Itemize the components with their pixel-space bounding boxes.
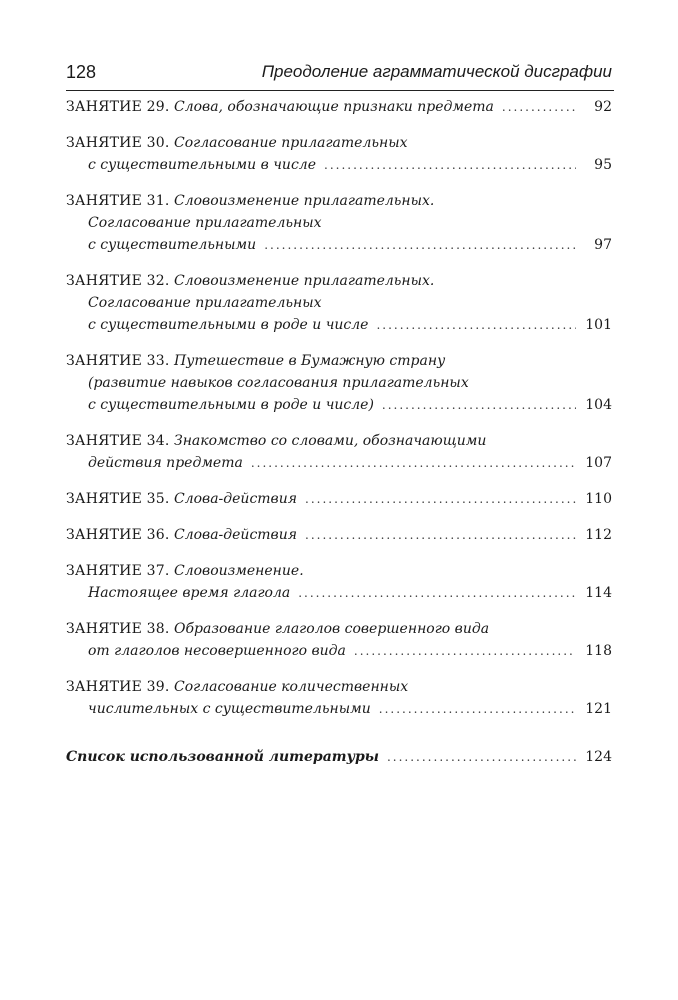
lesson-code: ЗАНЯТИЕ 31. bbox=[66, 193, 170, 209]
bibliography-title: Список использованной литературы bbox=[66, 749, 379, 765]
lesson-title: Словоизменение прилагательных. bbox=[173, 273, 435, 289]
toc-entry bbox=[66, 488, 612, 510]
lesson-title: с существительными в числе bbox=[88, 157, 316, 173]
toc-entry-bibliography bbox=[66, 746, 612, 768]
page-number: 128 bbox=[66, 62, 97, 82]
toc-entry-line bbox=[66, 640, 612, 662]
toc-entry bbox=[66, 676, 612, 720]
toc-entry-line bbox=[66, 452, 612, 474]
toc-entry bbox=[66, 350, 612, 416]
toc-entry-line bbox=[66, 212, 612, 234]
toc-page-number: 107 bbox=[585, 455, 612, 471]
table-of-contents bbox=[66, 96, 612, 782]
toc-entry bbox=[66, 190, 612, 256]
toc-entry-line bbox=[66, 96, 612, 118]
toc-page-number: 112 bbox=[585, 527, 612, 543]
lesson-code: ЗАНЯТИЕ 30. bbox=[66, 135, 170, 151]
toc-entry-line bbox=[66, 234, 612, 256]
toc-entry-line bbox=[66, 698, 612, 720]
lesson-code: ЗАНЯТИЕ 35. bbox=[66, 491, 170, 507]
lesson-title: Словоизменение прилагательных. bbox=[173, 193, 435, 209]
dot-leader bbox=[305, 488, 576, 510]
lesson-title: с существительными в роде и числе bbox=[88, 317, 369, 333]
lesson-title: действия предмета bbox=[88, 455, 243, 471]
toc-entry bbox=[66, 96, 612, 118]
lesson-title: Словоизменение. bbox=[173, 563, 304, 579]
dot-leader bbox=[251, 452, 576, 474]
lesson-code: ЗАНЯТИЕ 33. bbox=[66, 353, 170, 369]
toc-entry-line bbox=[66, 746, 612, 768]
toc-page-number: 97 bbox=[594, 237, 612, 253]
dot-leader bbox=[376, 314, 576, 336]
toc-page-number: 110 bbox=[585, 491, 612, 507]
lesson-title: Согласование прилагательных bbox=[173, 135, 408, 151]
lesson-title: (развитие навыков согласования прилагательных bbox=[88, 375, 469, 391]
lesson-code: ЗАНЯТИЕ 39. bbox=[66, 679, 170, 695]
dot-leader bbox=[324, 154, 576, 176]
lesson-title: числительных с существительными bbox=[88, 701, 371, 717]
toc-entry bbox=[66, 430, 612, 474]
dot-leader bbox=[502, 96, 576, 118]
lesson-code: ЗАНЯТИЕ 32. bbox=[66, 273, 170, 289]
lesson-title: Путешествие в Бумажную страну bbox=[173, 353, 446, 369]
lesson-code: ЗАНЯТИЕ 36. bbox=[66, 527, 170, 543]
lesson-title: Согласование количественных bbox=[173, 679, 409, 695]
toc-entry-line bbox=[66, 292, 612, 314]
dot-leader bbox=[387, 746, 576, 768]
lesson-title: с существительными bbox=[88, 237, 257, 253]
toc-entry-line bbox=[66, 676, 612, 698]
lesson-code: ЗАНЯТИЕ 34. bbox=[66, 433, 170, 449]
toc-entry-line bbox=[66, 430, 612, 452]
toc-entry-line bbox=[66, 132, 612, 154]
dot-leader bbox=[354, 640, 576, 662]
lesson-code: ЗАНЯТИЕ 38. bbox=[66, 621, 170, 637]
lesson-title: Согласование прилагательных bbox=[88, 295, 322, 311]
toc-page-number: 95 bbox=[594, 157, 612, 173]
toc-entry-line bbox=[66, 394, 612, 416]
toc-entry bbox=[66, 618, 612, 662]
lesson-title: Слова, обозначающие признаки предмета bbox=[173, 99, 494, 115]
toc-page-number: 101 bbox=[585, 317, 612, 333]
toc-entry-line bbox=[66, 372, 612, 394]
dot-leader bbox=[298, 582, 576, 604]
toc-page-number: 121 bbox=[585, 701, 612, 717]
toc-entry bbox=[66, 132, 612, 176]
toc-page-number: 92 bbox=[594, 99, 612, 115]
lesson-title: Слова-действия bbox=[173, 527, 297, 543]
lesson-title: Настоящее время глагола bbox=[88, 585, 291, 601]
dot-leader bbox=[264, 234, 576, 256]
dot-leader bbox=[379, 698, 576, 720]
toc-entry-line bbox=[66, 350, 612, 372]
toc-page-number: 118 bbox=[585, 643, 612, 659]
toc-entry-line bbox=[66, 560, 612, 582]
toc-entry bbox=[66, 270, 612, 336]
toc-entry-line bbox=[66, 190, 612, 212]
toc-entry-line bbox=[66, 582, 612, 604]
toc-entry-line bbox=[66, 314, 612, 336]
lesson-title: от глаголов несовершенного вида bbox=[88, 643, 346, 659]
toc-entry bbox=[66, 524, 612, 546]
lesson-code: ЗАНЯТИЕ 37. bbox=[66, 563, 170, 579]
lesson-title: Слова-действия bbox=[173, 491, 297, 507]
running-title: Преодоление аграмматической дисграфии bbox=[261, 62, 612, 81]
toc-entry-line bbox=[66, 488, 612, 510]
lesson-title: Образование глаголов совершенного вида bbox=[173, 621, 490, 637]
toc-entry bbox=[66, 560, 612, 604]
lesson-title: с существительными в роде и числе) bbox=[88, 397, 374, 413]
running-header bbox=[66, 60, 614, 91]
dot-leader bbox=[382, 394, 576, 416]
lesson-code: ЗАНЯТИЕ 29. bbox=[66, 99, 170, 115]
lesson-title: Согласование прилагательных bbox=[88, 215, 322, 231]
toc-page-number: 104 bbox=[585, 397, 612, 413]
toc-page-number: 114 bbox=[585, 585, 612, 601]
toc-entry-line bbox=[66, 270, 612, 292]
toc-entry-line bbox=[66, 154, 612, 176]
lesson-title: Знакомство со словами, обозначающими bbox=[173, 433, 487, 449]
toc-entry-line bbox=[66, 618, 612, 640]
toc-page-number: 124 bbox=[585, 749, 612, 765]
dot-leader bbox=[305, 524, 576, 546]
toc-entry-line bbox=[66, 524, 612, 546]
